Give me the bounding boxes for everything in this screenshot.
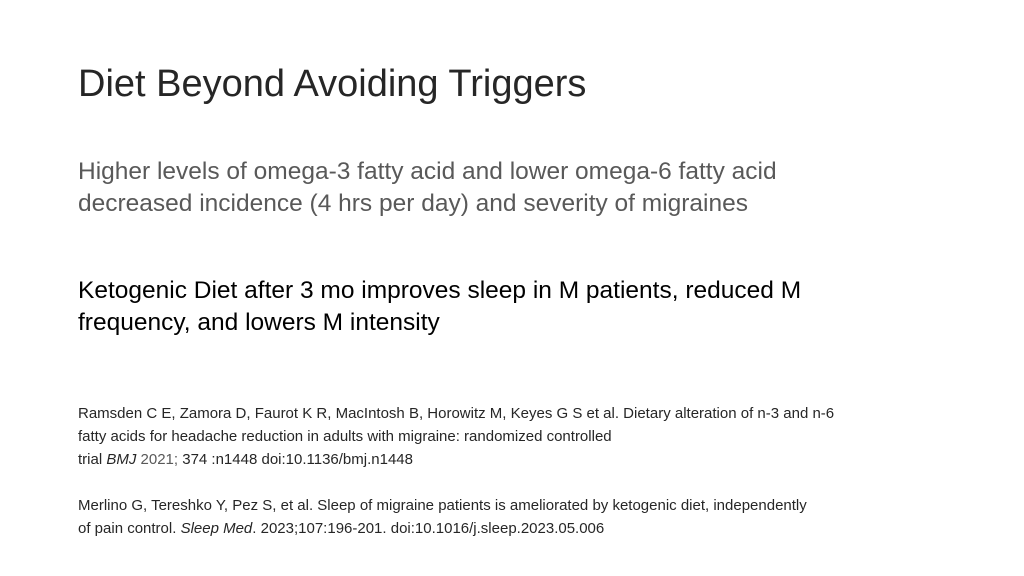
reference-line	[78, 448, 958, 471]
reference-line: Merlino G, Tereshko Y, Pez S, et al. Sleep of migraine patients is ameliorated by ketogenic diet, independently	[78, 497, 807, 514]
bullet-line: decreased incidence (4 hrs per day) and severity of migraines	[78, 190, 749, 217]
journal-name: Sleep Med	[180, 520, 253, 537]
reference-line: fatty acids for headache reduction in adults with migraine: randomized controlled	[78, 428, 612, 445]
slide-title: Diet Beyond Avoiding Triggers	[78, 63, 587, 105]
bullet-line: Ketogenic Diet after 3 mo improves sleep in M patients, reduced M	[78, 277, 802, 304]
reference-merlino	[78, 494, 958, 540]
publication-year: 2021;	[136, 451, 179, 468]
reference-text: . 2023;107:196-201. doi:10.1016/j.sleep.2023.05.006	[252, 520, 605, 537]
journal-name: BMJ	[106, 451, 137, 468]
bullet-line: Higher levels of omega-3 fatty acid and lower omega-6 fatty acid	[78, 158, 777, 185]
reference-text: of pain control.	[78, 520, 181, 537]
bullet-omega-fatty-acids	[78, 156, 958, 220]
bullet-ketogenic-diet	[78, 275, 958, 339]
reference-ramsden	[78, 402, 958, 471]
reference-line: Ramsden C E, Zamora D, Faurot K R, MacIntosh B, Horowitz M, Keyes G S et al. Dietary alteration of n-3 and n-6	[78, 405, 835, 422]
bullet-line: frequency, and lowers M intensity	[78, 309, 440, 336]
reference-text: 374 :n1448 doi:10.1136/bmj.n1448	[178, 451, 413, 468]
reference-line	[78, 517, 958, 540]
reference-text: trial	[78, 451, 107, 468]
